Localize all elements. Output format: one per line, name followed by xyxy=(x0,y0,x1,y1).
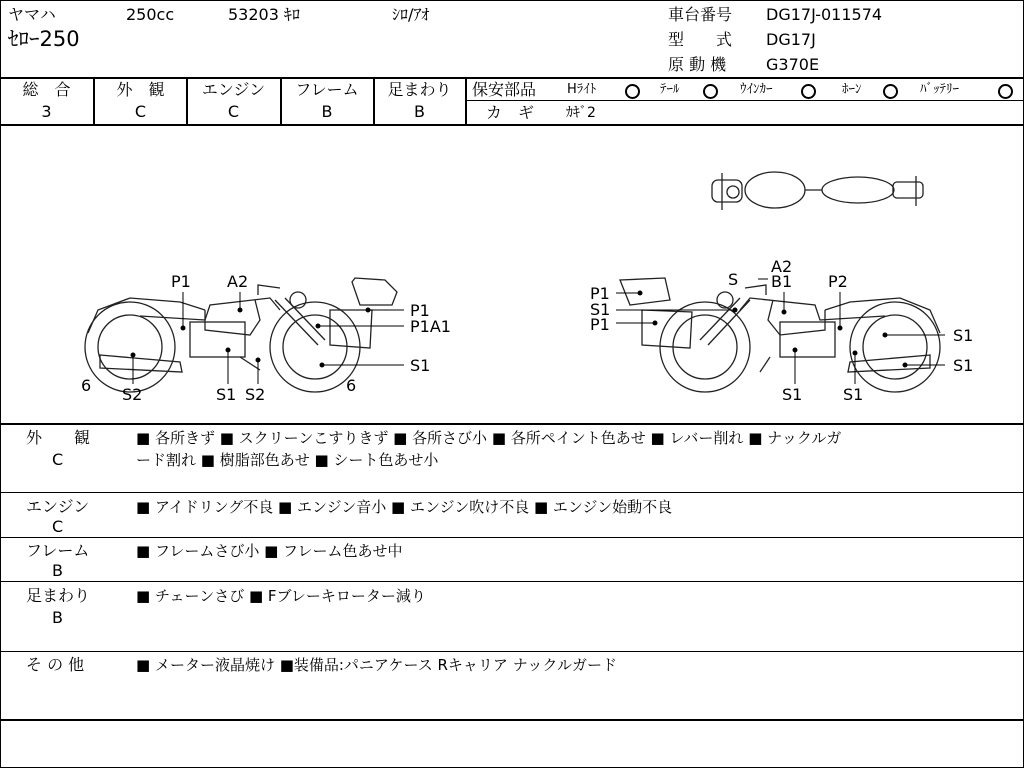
remark-grade: B xyxy=(52,608,63,627)
maker: ヤマハ xyxy=(8,5,56,24)
damage-label: S1 xyxy=(843,385,864,404)
remark-text: ■ フレームさび小 ■ フレーム色あせ中 xyxy=(136,542,403,560)
divider xyxy=(465,78,467,125)
damage-label: A2 xyxy=(227,272,249,291)
divider xyxy=(0,492,1024,493)
divider xyxy=(0,651,1024,652)
divider xyxy=(0,77,1024,79)
winker-label: ｳｲﾝｶｰ xyxy=(740,82,773,97)
damage-label: 6 xyxy=(81,376,92,395)
safety-label: 保安部品 xyxy=(472,80,537,99)
tail-ok-icon xyxy=(703,84,718,99)
tail-label: ﾃｰﾙ xyxy=(660,82,680,97)
headlight-ok-icon xyxy=(625,84,640,99)
suspension-grade: B xyxy=(414,102,425,121)
damage-label: P2 xyxy=(828,272,848,291)
divider xyxy=(0,537,1024,538)
remark-grade: C xyxy=(52,450,64,469)
type-label: 型 式 xyxy=(668,30,733,49)
mileage: 53203 ｷﾛ xyxy=(228,5,300,24)
exterior-grade: C xyxy=(134,102,147,121)
damage-label: S xyxy=(728,270,739,289)
key-count: ｶｷﾞ2 xyxy=(566,105,596,121)
remark-text: ■ メーター液晶焼け ■装備品:パニアケース Rキャリア ナックルガード xyxy=(136,656,617,674)
remark-category: そ の 他 xyxy=(26,655,85,674)
top-view-bike-icon xyxy=(712,172,923,210)
headlight-label: Hﾗｲﾄ xyxy=(567,82,597,97)
engine-model-label: 原 動 機 xyxy=(668,55,727,74)
remark-text: ■ チェーンさび ■ Fブレーキローター減り xyxy=(136,587,426,605)
damage-label: P1 xyxy=(410,301,430,320)
remark-category: フレーム xyxy=(26,541,90,560)
engine-grade: C xyxy=(227,102,240,121)
remark-category: 足まわり xyxy=(26,586,91,605)
left-side-bike-icon xyxy=(85,278,397,392)
overall-label: 総 合 xyxy=(22,80,71,99)
displacement: 250cc xyxy=(126,5,175,24)
remark-grade: B xyxy=(52,561,63,580)
horn-label: ﾎｰﾝ xyxy=(842,82,862,97)
damage-diagram xyxy=(0,126,1024,422)
damage-label: 6 xyxy=(346,376,357,395)
type-value: DG17J xyxy=(766,30,816,49)
exterior-label: 外 観 xyxy=(116,80,165,99)
damage-label: B1 xyxy=(771,272,793,291)
battery-label: ﾊﾞｯﾃﾘｰ xyxy=(920,82,959,97)
remark-category: エンジン xyxy=(26,497,90,516)
winker-ok-icon xyxy=(801,84,816,99)
damage-label: S1 xyxy=(953,356,974,375)
damage-label: S1 xyxy=(410,356,431,375)
damage-label: S2 xyxy=(122,385,143,404)
damage-label: P1 xyxy=(171,272,191,291)
damage-label: P1A1 xyxy=(410,317,451,336)
frame-number-label: 車台番号 xyxy=(668,5,733,24)
engine-label: エンジン xyxy=(201,80,266,99)
remark-text: ■ 各所きず ■ スクリーンこすりきず ■ 各所さび小 ■ 各所ペイント色あせ ■ レバー削れ ■ ナックルガ xyxy=(136,429,842,447)
damage-label: A2 xyxy=(771,257,793,276)
divider xyxy=(0,581,1024,582)
model-name: ｾﾛｰ250 xyxy=(8,27,80,51)
battery-ok-icon xyxy=(998,84,1013,99)
remark-category: 外 観 xyxy=(26,428,91,447)
suspension-label: 足まわり xyxy=(387,80,452,99)
damage-label: S1 xyxy=(782,385,803,404)
overall-grade: 3 xyxy=(41,102,52,121)
frame-number: DG17J-011574 xyxy=(766,5,883,24)
key-label: カ ギ xyxy=(486,103,535,122)
damage-label: P1 xyxy=(590,315,610,334)
damage-label: S2 xyxy=(245,385,266,404)
divider xyxy=(466,100,1024,101)
frame-label: フレーム xyxy=(295,80,359,99)
damage-label: P1 xyxy=(590,284,610,303)
divider xyxy=(0,423,1024,425)
frame-grade: B xyxy=(321,102,333,121)
engine-model: G370E xyxy=(766,55,820,74)
color: ｼﾛ/ｱｵ xyxy=(392,5,430,24)
remark-grade: C xyxy=(52,517,64,536)
damage-label: S1 xyxy=(953,326,974,345)
remark-text: ード割れ ■ 樹脂部色あせ ■ シート色あせ小 xyxy=(136,451,439,469)
damage-label: S1 xyxy=(216,385,237,404)
damage-label: S1 xyxy=(590,300,611,319)
remark-text: ■ アイドリング不良 ■ エンジン音小 ■ エンジン吹け不良 ■ エンジン始動不良 xyxy=(136,498,673,516)
divider xyxy=(0,719,1024,721)
horn-ok-icon xyxy=(883,84,898,99)
